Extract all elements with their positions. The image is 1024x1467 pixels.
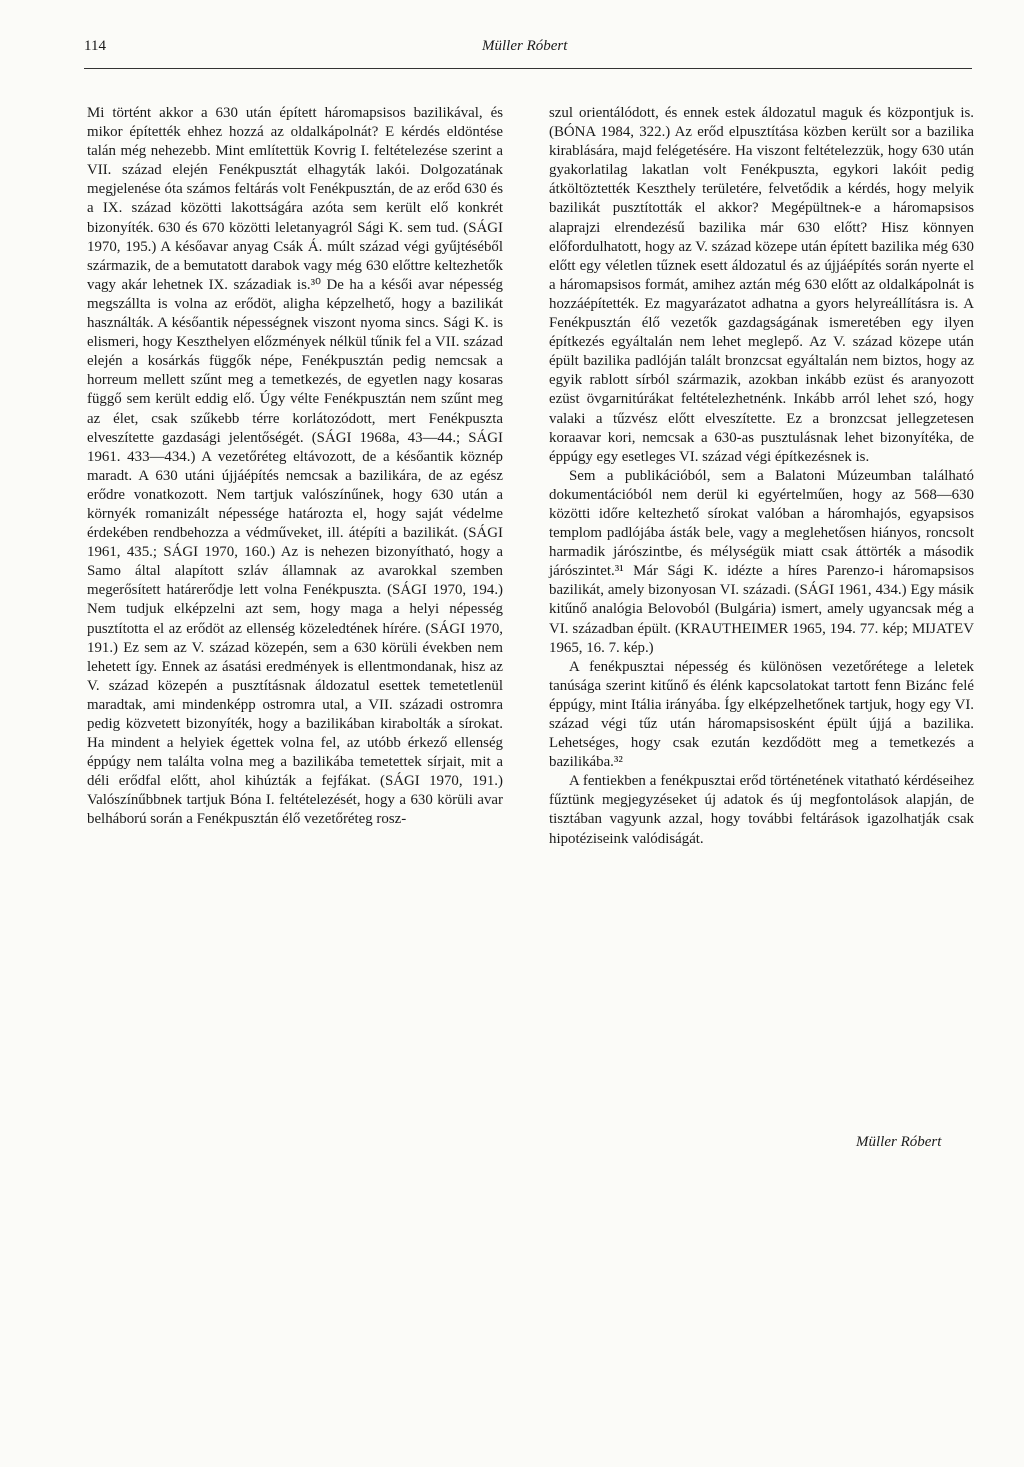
paragraph: Mi történt akkor a 630 után épített háromapsisos bazilikával, és mikor építették ehhez hozzá az oldalkápolnát? E kérdés eldöntése talán még nehezebb. Mint említettük Kovrig I. feltételezése szerint a VII. század elején Fenékpusztát elhagyták lakói. Dolgozatának megjelenése óta számos feltárás volt Fenékpusztán, de az erőd 630 és a IX. század közötti lakottságára azóta sem került elő konkrét bizonyíték. 630 és 670 közötti leletanyagról Sági K. sem tud. (SÁGI 1970, 195.) A későavar anyag Csák Á. múlt század végi gyűjtéséből származik, de a bemutatott darabok vagy még 630 előttre keltezhetők vagy akár lehetnek IX. századiak is.³⁰ De ha a késői avar népesség megszállta is volna az erődöt, aligha képzelhető, hogy a bazilikát használták. A későantik népességnek viszont nyoma sincs. Sági K. is elismeri, hogy Keszthelyen előzmények nélkül tűnik fel a VII. század elején a kosárkás függők népe, Fenékpusztán pedig nemcsak a horreum mellett szűnt meg a temetkezés, de egyetlen nagy kosaras függő sem került eddig elő. Úgy vélte Fenékpusztán nem szűnt meg az élet, csak szűkebb térre korlátozódott, mert Fenékpuszta elveszítette gazdasági jelentőségét. (SÁGI 1968a, 43—44.; SÁGI 1961. 433—434.) A vezetőréteg eltávozott, de a későantik köznép maradt. A 630 utáni újjáépítés nemcsak a bazilikára, de az egész erődre vonatkozott. Nem tartjuk valószínűnek, hogy 630 után a környék romanizált népessége határozta el, hogy saját védelme érdekében rendbehozza a védműveket, ill. átépíti a bazilikát. (SÁGI 1961, 435.; SÁGI 1970, 160.) Az is nehezen bizonyítható, hogy a Samo által alapított szláv államnak az avarokkal szemben megerősített határerődje lett volna Fenékpuszta. (SÁGI 1970, 194.) Nem tudjuk elképzelni azt sem, hogy maga a helyi népesség pusztította el az erődöt az ellenség közeledtének hírére. (SÁGI 1970, 191.) Ez sem az V. század közepén, sem a 630 körüli években nem lehetett így. Ennek az ásatási eredmények is ellentmondanak, hisz az V. század közepén a pusztításnak áldozatul esettek temetetlenül maradtak, ami mindenképp ostromra utal, a VII. századi ostromra pedig közvetett bizonyíték, hogy a bazilikában kirabolták a sírokat. Ha mindent a helyiek égettek volna fel, az utóbb érkező ellenség éppúgy nem találta volna meg a bazilikába temetettek sírjait, mit a déli erődfal előtt, ahol kihúzták a fejfákat. (SÁGI 1970, 191.) Valószínűbbnek tartjuk Bóna I. feltételezését, hogy a 630 körüli avar belháború során a Fenékpusztán élő vezetőréteg rosz- bbox=[87, 105, 503, 828]
paragraph: A fentiekben a fenékpusztai erőd történetének vitatható kérdéseihez fűztünk megjegyzéseket új adatok és új megfontolások alapján, de tisztában vagyunk azzal, hogy további feltárások igazolhatják csak hipotéziseink valódiságát. bbox=[549, 773, 974, 847]
right-column bbox=[549, 104, 974, 849]
page-header bbox=[84, 38, 972, 60]
paragraph: szul orientálódott, és ennek estek áldozatul maguk és központjuk is. (BÓNA 1984, 322.) Az erőd elpusztítása közben került sor a bazilika kirablására, majd felégetésére. Ha viszont feltételezzük, hogy 630 után gyakorlatilag lakatlan volt Fenékpuszta, egykori lakóit pedig átköltöztették Keszthely területére, felvetődik a kérdés, hogy melyik bazilikát pusztították el akkor? Megépültnek-e a háromapsisos alaprajzi elrendezésű bazilika már 630 előtt? Hisz könnyen előfordulhatott, hogy az V. század közepe után épített bazilika még 630 előtt egy véletlen tűznek esett áldozatul és az újjáépítés során nyerte el a háromapsisos formát, amihez aztán még 630 előtt az oldalkápolnát is hozzáépítették. Ez magyarázatot adhatna a gyors helyreállításra is. A Fenékpusztán élő vezetők gazdagságának ismeretében egy ilyen építkezés egyáltalán nem lehet meglepő. Az V. század közepe után épült bazilika padlóján talált bronzcsat egyáltalán nem biztos, hogy az egyik rablott sírból származik, azokban inkább ezüst és aranyozott ezüst övgarnitúrákat feltételezhetnénk. Inkább arról lehet szó, hogy valaki a tűzvész előtt elveszítette. Ez a bronzcsat jellegzetesen koraavar kori, nemcsak a 630-as pusztulásnak lehet bizonyítéka, de éppúgy egy esetleges VI. század végi építkezésnek is. bbox=[549, 105, 974, 465]
header-rule bbox=[84, 68, 972, 69]
page-number: 114 bbox=[84, 38, 106, 54]
author-signature: Müller Róbert bbox=[856, 1134, 942, 1150]
left-column bbox=[87, 104, 503, 830]
paragraph: A fenékpusztai népesség és különösen vezetőrétege a leletek tanúsága szerint kitűnő és élénk kapcsolatokat tartott fenn Bizánc felé éppúgy, mint Itália irányába. Így elképzelhetőnek tartjuk, hogy egy VI. század végi tűz után háromapsisosként épült újjá a bazilika. Lehetséges, hogy csak ezután kezdődött meg a temetkezés a bazilikába.³² bbox=[549, 658, 974, 771]
paragraph: Sem a publikációból, sem a Balatoni Múzeumban található dokumentációból nem derül ki egyértelműen, hogy az 568—630 közötti időre keltezhető sírokat valóban a háromhajós, egyapsisos templom padlójába ásták bele, vagy a meglehetősen hiányos, roncsolt harmadik járószintbe, és mélységük miatt csak áttörték a második járószintet.³¹ Már Sági K. idézte a híres Parenzo-i háromapsisos bazilikát, amely bizonyosan VI. századi. (SÁGI 1961, 434.) Egy másik kitűnő analógia Belovoból (Bulgária) ismert, amely ugyancsak még a VI. században épült. (KRAUTHEIMER 1965, 194. 77. kép; MIJATEV 1965, 16. 7. kép.) bbox=[549, 467, 974, 656]
running-head: Müller Róbert bbox=[482, 38, 568, 54]
